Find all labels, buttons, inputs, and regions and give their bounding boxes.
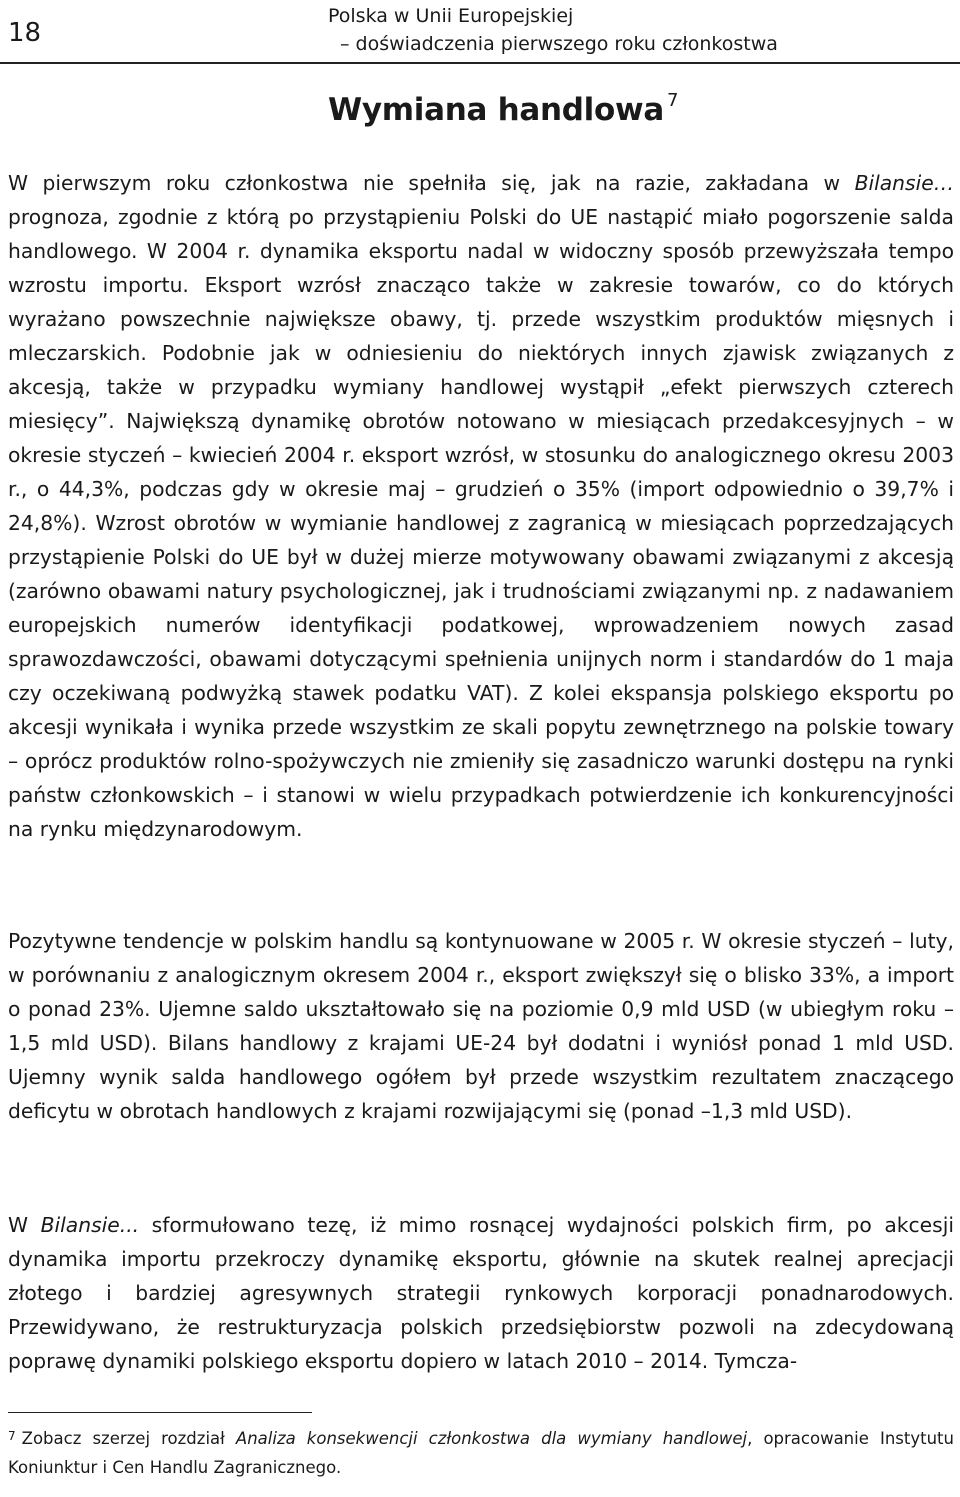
paragraph-1 — [8, 166, 954, 846]
footnote — [8, 1424, 954, 1482]
footnote-italic-title: Analiza konsekwencji członkostwa dla wymiany handlowej — [235, 1429, 748, 1448]
footnote-rule — [8, 1412, 312, 1413]
paragraph-3-text-rest: sformułowano tezę, iż mimo rosnącej wydajności polskich firm, po akcesji dynamika importu przekroczy dynamikę eksportu, głównie na skutek realnej aprecjacji złotego i bardziej agresywnych strategii rynkowych korporacji ponadnarodowych. Przewidywano, że restrukturyzacja polskich przedsiębiorstw pozwoli na zdecydowaną poprawę dynamiki polskiego eksportu dopiero w latach 2010 – 2014. Tymcza- — [8, 1213, 954, 1373]
paragraph-1-text-rest: prognoza, zgodnie z którą po przystąpieniu Polski do UE nastąpić miało pogorszenie salda handlowego. W 2004 r. dynamika eksportu nadal w widoczny sposób przewyższała tempo wzrostu importu. Eksport wzrósł znacząco także w zakresie towarów, co do których wyrażano powszechnie największe obawy, tj. przede wszystkim produktów mięsnych i mleczarskich. Podobnie jak w odniesieniu do niektórych innych zjawisk związanych z akcesją, także w przypadku wymiany handlowej wystąpił „efekt pierwszych czterech miesięcy”. Największą dynamikę obrotów notowano w miesiącach przedakcesyjnych – w okresie styczeń – kwiecień 2004 r. eksport wzrósł, w stosunku do analogicznego okresu 2003 r., o 44,3%, podczas gdy w okresie maj – grudzień o 35% (import odpowiednio o 39,7% i 24,8%). Wzrost obrotów w wymianie handlowej z zagranicą w miesiącach poprzedzających przystąpienie Polski do UE był w dużej mierze motywowany obawami związanymi z akcesją (zarówno obawami natury psychologicznej, jak i trudnościami związanymi np. z nadawaniem europejskich numerów identyfikacji podatkowej, wprowadzeniem nowych zasad sprawozdawczości, obawami dotyczącymi spełnienia unijnych norm i standardów do 1 maja czy oczekiwaną podwyżką stawek podatku VAT). Z kolei ekspansja polskiego eksportu po akcesji wynikała i wynika przede wszystkim ze skali popytu zewnętrznego na polskie towary – oprócz produktów rolno-spożywczych nie zmieniły się zasadniczo warunki dostępu na rynki państw członkowskich – i stanowi w wielu przypadkach potwierdzenie ich konkurencyjności na rynku międzynarodowym. — [8, 205, 954, 841]
page-number: 18 — [8, 18, 42, 48]
footnote-reference[interactable]: 7 — [666, 90, 679, 111]
running-title-line1: Polska w Unii Europejskiej — [328, 5, 574, 27]
header-rule — [0, 62, 960, 64]
footnote-mark: 7 — [8, 1429, 16, 1443]
paragraph-1-text-start: W pierwszym roku członkostwa nie spełniła się, jak na razie, zakładana w — [8, 171, 855, 195]
section-title-text: Wymiana handlowa — [328, 92, 664, 128]
paragraph-1-italic-title: Bilansie… — [854, 171, 954, 195]
footnote-text-rest: , opracowanie Instytutu Koniunktur i Cen Handlu Zagranicznego. — [8, 1429, 954, 1477]
paragraph-2: Pozytywne tendencje w polskim handlu są kontynuowane w 2005 r. W okresie styczeń – luty, w porównaniu z analogicznym okresem 2004 r., eksport zwiększył się o blisko 33%, a import o ponad 23%. Ujemne saldo ukształtowało się na poziomie 0,9 mld USD (w ubiegłym roku – 1,5 mld USD). Bilans handlowy z krajami UE-24 był dodatni i wyniósł ponad 1 mld USD. Ujemny wynik salda handlowego ogółem był przede wszystkim rezultatem znaczącego deficytu w obrotach handlowych z krajami rozwijającymi się (ponad –1,3 mld USD). — [8, 929, 954, 1123]
running-header — [328, 2, 778, 58]
section-title — [328, 92, 678, 128]
footnote-text-start: Zobacz szerzej rozdział — [21, 1429, 236, 1448]
paragraph-3-text-start: W — [8, 1213, 41, 1237]
paragraph-3-italic-title: Bilansie... — [40, 1213, 140, 1237]
paragraph-3 — [8, 1208, 954, 1378]
running-title-line2: – doświadczenia pierwszego roku członkostwa — [340, 33, 778, 55]
